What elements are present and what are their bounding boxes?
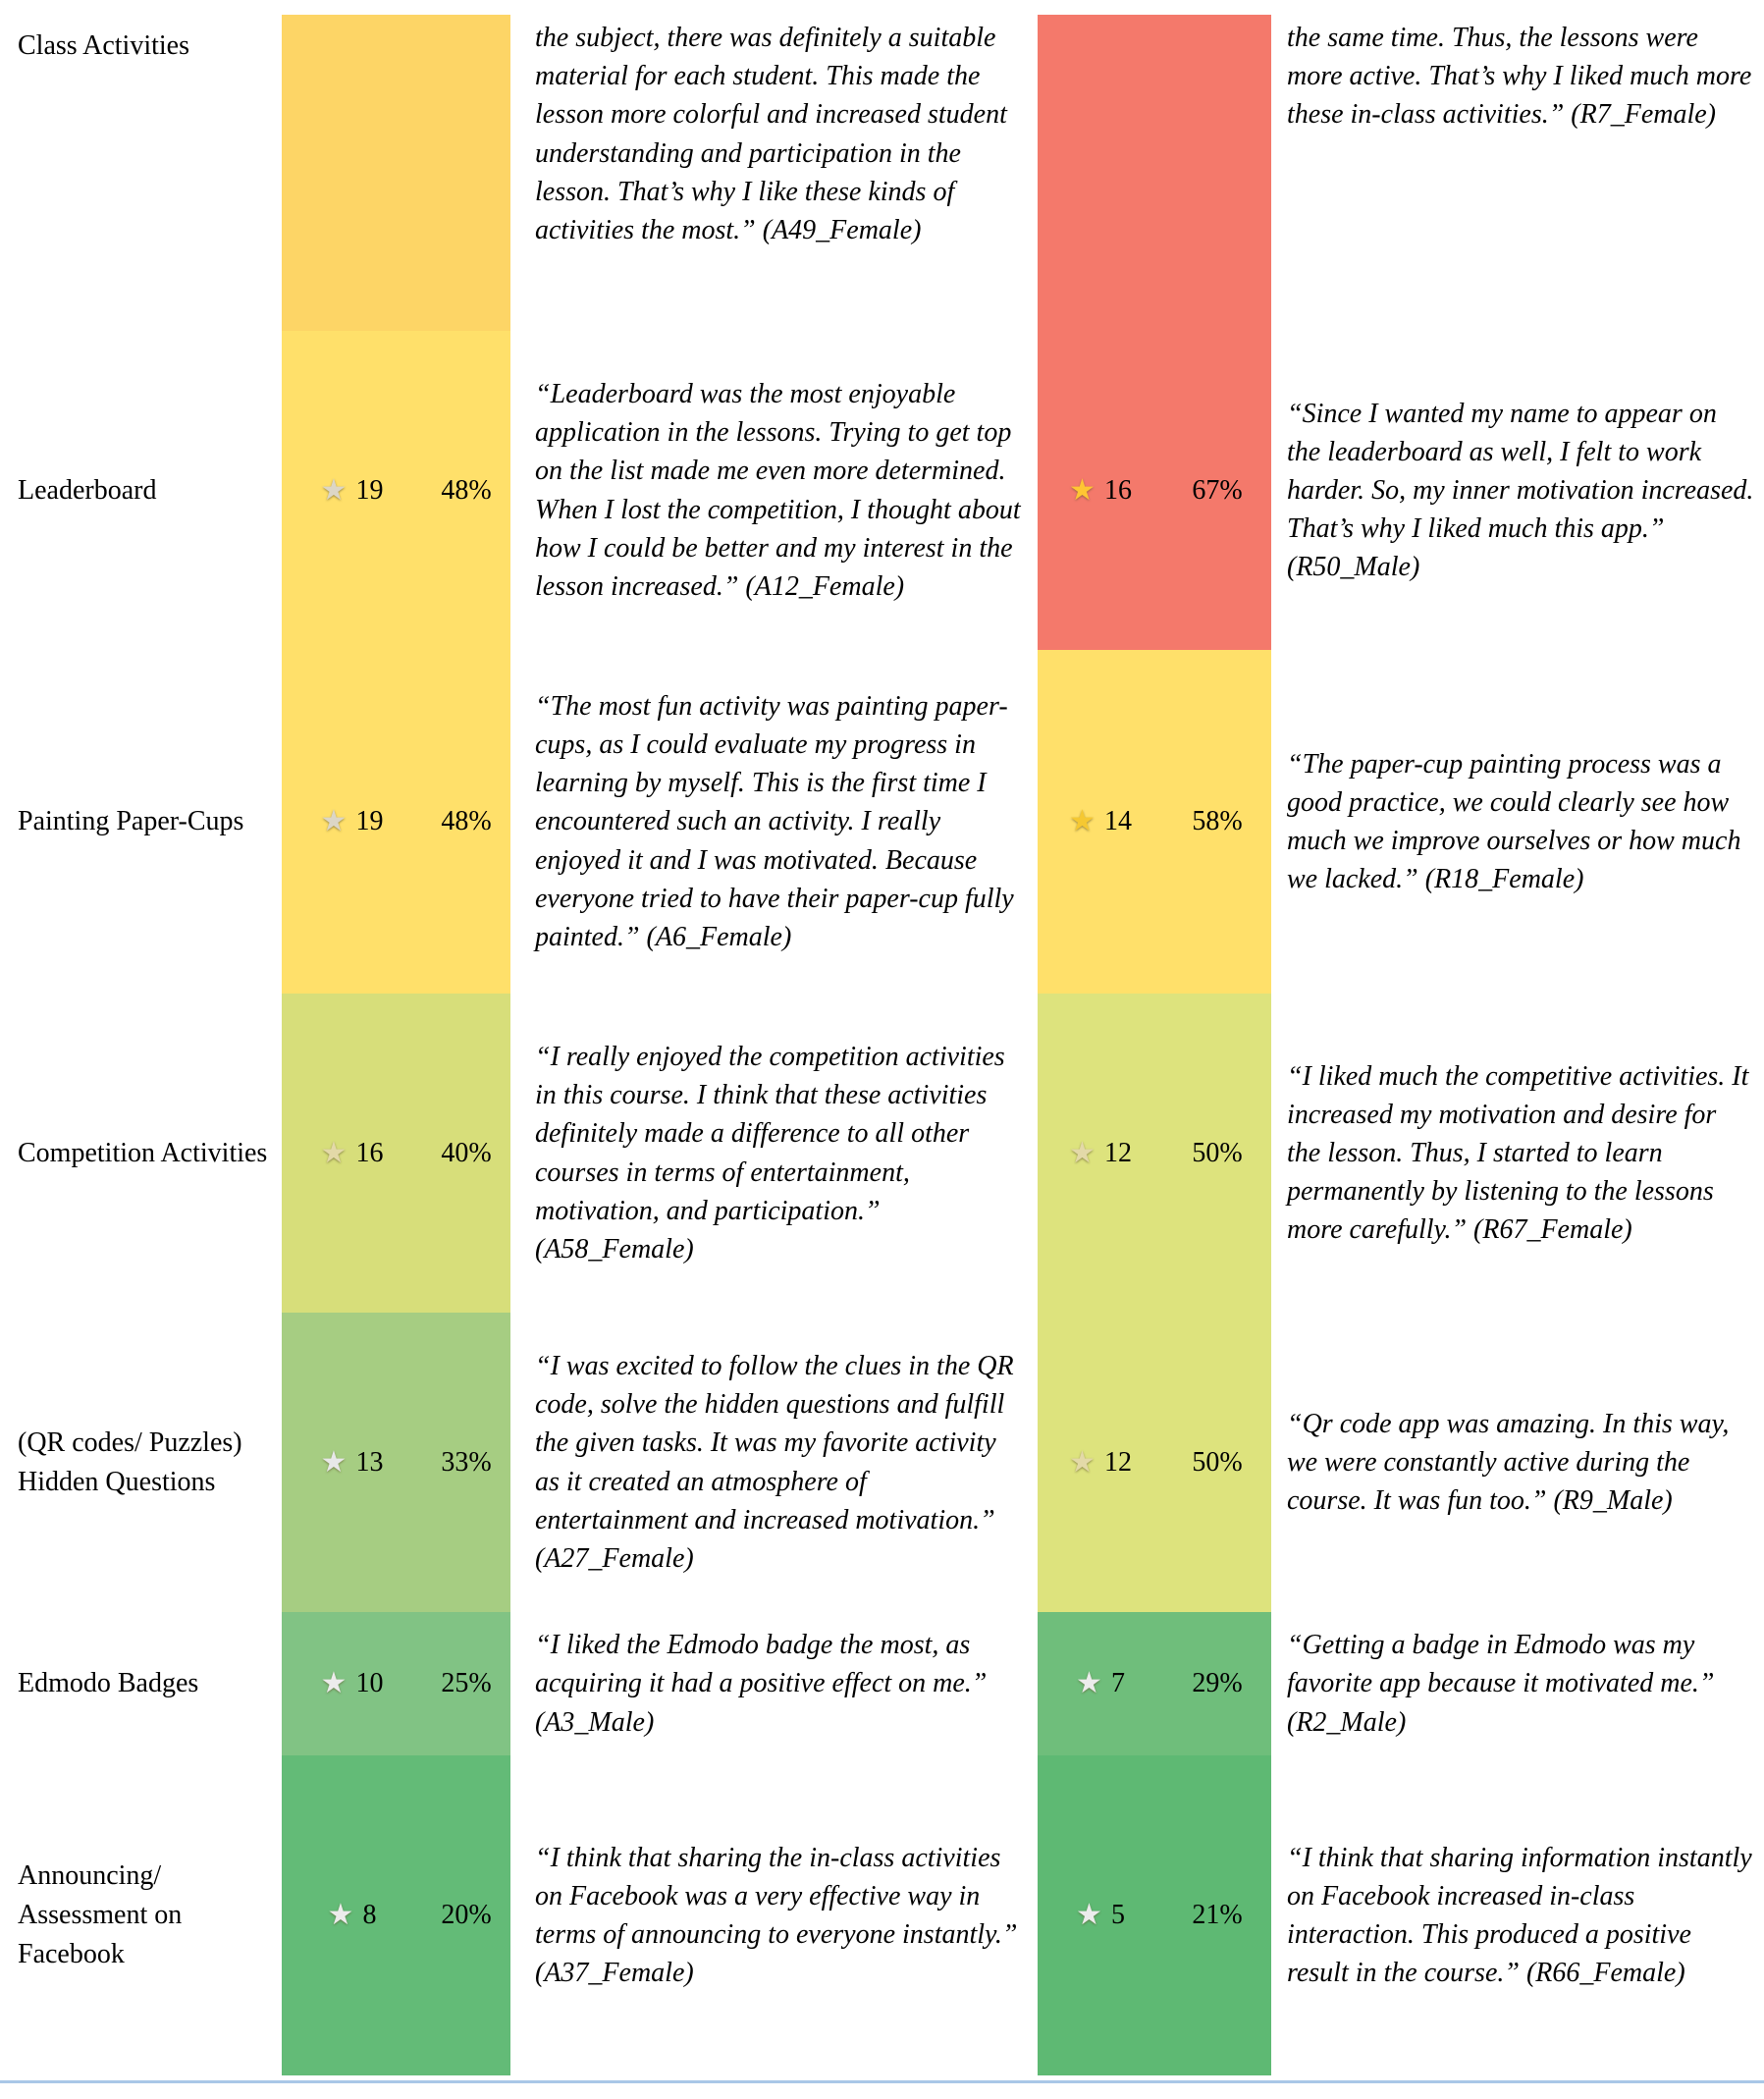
quote-text: “I liked the Edmodo badge the most, as acquiring it had a positive effect on me.” (A3_Male) [535,1630,988,1738]
mention-count: 7 [1110,1668,1125,1698]
mention-percent: 20% [441,1900,492,1930]
mention-percent: 25% [441,1668,492,1698]
academic-count-cell [282,994,422,1313]
mention-percent: 48% [441,806,492,836]
quote-text: “I liked much the competitive activities. It increased my motivation and desire for the lesson. Thus, I started to learn permanently by listening to the lessons more carefully.” (R67_Female) [1287,1060,1749,1246]
table-row [0,331,1764,650]
quote-text: “Qr code app was amazing. In this way, we were constantly active during the course. It was fun too.” (R9_Male) [1287,1408,1730,1517]
quote-text: “I think that sharing the in-class activities on Facebook was a very effective way in terms of announcing to everyone instantly.” (A37_Female) [535,1842,1018,1989]
academic-count-cell [282,1612,422,1755]
mention-percent: 58% [1192,806,1243,836]
mention-count: 5 [1110,1900,1125,1930]
mention-count: 8 [362,1900,377,1930]
mention-percent: 29% [1192,1668,1243,1698]
academic-percent-cell [422,331,510,650]
regular-count-cell [1038,15,1163,331]
regular-count-cell [1038,650,1163,994]
regular-percent-cell [1163,1612,1271,1755]
quote-text: “I was excited to follow the clues in the QR code, solve the hidden questions and fulfill the given tasks. It was my favorite activity as it created an atmosphere of entertainment and increased motivation.” (A27_Female) [535,1350,1014,1574]
mention-percent: 21% [1192,1900,1243,1930]
star-icon: ★ [1069,473,1096,507]
academic-percent-cell [422,15,510,331]
quote-text: “I really enjoyed the competition activities in this course. I think that these activities definitely made a difference to all other courses in terms of entertainment, motivation, and participation.” (A58_Female) [535,1041,1005,1265]
academic-count-cell [282,15,422,331]
activities-table [0,15,1764,2075]
mention-count: 14 [1103,806,1132,836]
regular-count-cell [1038,1755,1163,2075]
activity-name: Announcing/ Assessment on Facebook [18,1860,183,1969]
academic-percent-cell [422,1313,510,1612]
quote-text: “The most fun activity was painting paper-cups, as I could evaluate my progress in learning by myself. This is the first time I encountered such an activity. I really enjoyed it and I was motivated. Because everyone tried to have their paper-cup fully painted.” (A6_Female) [535,690,1014,952]
regular-percent-cell [1163,15,1271,331]
quote-text: “Since I wanted my name to appear on the leaderboard as well, I felt to work harder. So, my inner motivation increased. That’s why I liked much this app.” (R50_Male) [1287,398,1754,583]
academic-count-cell [282,331,422,650]
academic-percent-cell [422,994,510,1313]
mention-count: 16 [1103,474,1132,506]
academic-percent-cell [422,650,510,994]
star-icon: ★ [320,805,347,837]
academic-count-cell [282,1313,422,1612]
mention-percent: 40% [441,1137,492,1168]
quote-text: “Getting a badge in Edmodo was my favorite app because it motivated me.” (R2_Male) [1287,1630,1715,1738]
regular-count-cell [1038,1313,1163,1612]
star-icon: ★ [1076,1667,1102,1699]
academic-percent-cell [422,1755,510,2075]
regular-count-cell [1038,994,1163,1313]
activity-name: Leaderboard [18,474,157,506]
mention-percent: 50% [1192,1137,1243,1168]
mention-count: 13 [355,1446,384,1478]
activity-name: Edmodo Badges [18,1668,199,1699]
regular-percent-cell [1163,1755,1271,2075]
activity-name: (QR codes/ Puzzles) Hidden Questions [18,1426,242,1497]
regular-count-cell [1038,331,1163,650]
star-icon: ★ [320,1136,347,1169]
mention-count: 12 [1103,1137,1132,1168]
activity-name: Painting Paper-Cups [18,806,244,837]
mention-percent: 50% [1192,1446,1243,1478]
table-row [0,1755,1764,2075]
mention-count: 19 [355,474,384,506]
mention-count: 19 [355,806,384,836]
activity-name: Class Activities [18,30,189,61]
mention-count: 16 [355,1137,384,1168]
mention-percent: 33% [441,1446,492,1478]
table-row [0,1313,1764,1612]
regular-percent-cell [1163,994,1271,1313]
star-icon: ★ [1069,1445,1096,1479]
star-icon: ★ [1069,805,1096,837]
mention-percent: 67% [1192,474,1243,506]
star-icon: ★ [320,473,347,507]
star-icon: ★ [320,1445,347,1479]
academic-count-cell [282,650,422,994]
quote-text: “The paper-cup painting process was a good practice, we could clearly see how much we improve ourselves or how much we lacked.” (R18_Female) [1287,748,1741,895]
regular-percent-cell [1163,331,1271,650]
regular-count-cell [1038,1612,1163,1755]
mention-count: 12 [1103,1446,1132,1478]
activity-name: Competition Activities [18,1137,268,1168]
mention-count: 10 [355,1668,384,1698]
quote-text: the same time. Thus, the lessons were more active. That’s why I liked much more these in-class activities.” (R7_Female) [1287,23,1752,131]
star-icon: ★ [1076,1899,1102,1931]
star-icon: ★ [1069,1136,1096,1169]
table-bottom-border [0,2080,1764,2083]
table-row [0,994,1764,1313]
regular-percent-cell [1163,650,1271,994]
table-row [0,1612,1764,1755]
quote-text: “Leaderboard was the most enjoyable application in the lessons. Trying to get top on the list made me even more determined. When I lost the competition, I thought about how I could be better and my interest in the lesson increased.” (A12_Female) [535,378,1021,602]
star-icon: ★ [320,1667,347,1699]
regular-percent-cell [1163,1313,1271,1612]
star-icon: ★ [327,1899,354,1931]
table-row [0,15,1764,331]
academic-percent-cell [422,1612,510,1755]
quote-text: “I think that sharing information instantly on Facebook increased in-class interaction. This produced a positive result in the course.” (R66_Female) [1287,1842,1752,1989]
quote-text: the subject, there was definitely a suitable material for each student. This made the lesson more colorful and increased student understanding and participation in the lesson. That’s why I like these kinds of activities the most.” (A49_Female) [535,23,1007,245]
table-row [0,650,1764,994]
academic-count-cell [282,1755,422,2075]
mention-percent: 48% [441,474,492,506]
